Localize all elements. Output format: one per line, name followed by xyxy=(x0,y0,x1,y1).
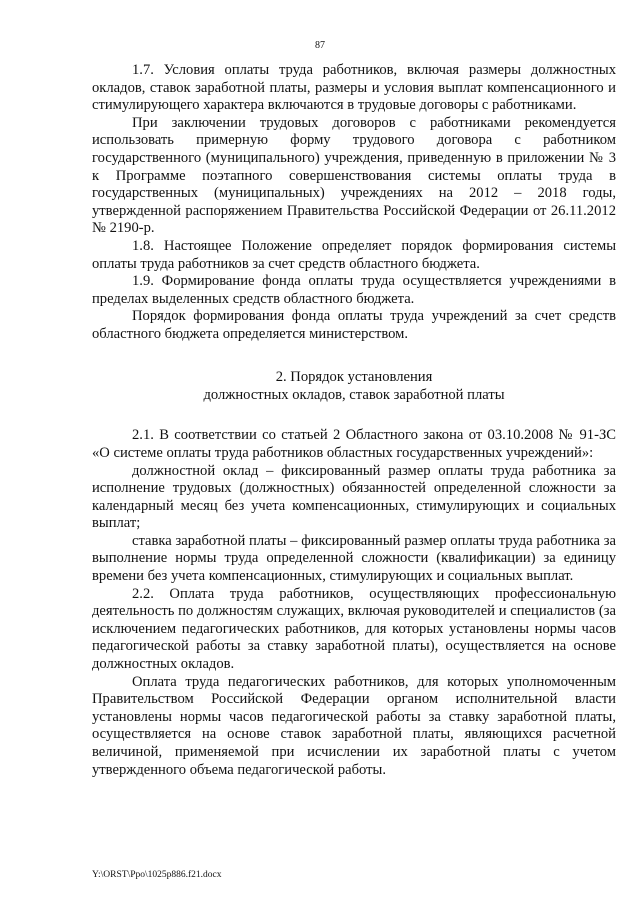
paragraph-fund-procedure: Порядок формирования фонда оплаты труда учреждений за счет средств областного бюджета определяется министерством. xyxy=(92,308,616,342)
paragraph-teachers-pay: Оплата труда педагогических работников, для которых уполномоченным Правительством Российской Федерации органом исполнительной власти установлены нормы часов педагогической работы за ставку заработной платы, осуществляется на основе ставок заработной платы, являющихся расчетной величиной, применяемой при исчислении их заработной платы с учетом утвержденного объема педагогической работы. xyxy=(92,673,616,778)
page-number: 87 xyxy=(315,40,325,51)
paragraph-salary-definition: должностной оклад – фиксированный размер оплаты труда работника за исполнение трудовых (должностных) обязанностей определенной сложности за календарный месяц без учета компенсационных, стимулирующих и социальных выплат; xyxy=(92,462,616,532)
paragraph-rate-definition: ставка заработной платы – фиксированный размер оплаты труда работника за выполнение нормы труда определенной сложности (квалификации) за единицу времени без учета компенсационных, стимулирующих и социальных выплат. xyxy=(92,532,616,585)
section-heading xyxy=(92,368,616,405)
section-heading-line-1: 2. Порядок установления xyxy=(275,368,433,385)
section-heading-line-2: должностных окладов, ставок заработной платы xyxy=(203,386,505,403)
paragraph-1-9: 1.9. Формирование фонда оплаты труда осуществляется учреждениями в пределах выделенных средств областного бюджета. xyxy=(92,273,616,307)
paragraph-contract-form: При заключении трудовых договоров с работниками рекомендуется использовать примерную форму трудового договора с работником государственного (муниципального) учреждения, приведенную в приложении № 3 к Программе поэтапного совершенствования системы оплаты труда в государственных (муниципальных) учреждениях на 2012 – 2018 годы, утвержденной распоряжением Правительства Российской Федерации от 26.11.2012 № 2190-р. xyxy=(92,114,616,237)
footer-file-path: Y:\ORST\Ppo\1025p886.f21.docx xyxy=(92,870,222,880)
paragraph-1-8: 1.8. Настоящее Положение определяет порядок формирования системы оплаты труда работников за счет средств областного бюджета. xyxy=(92,237,616,272)
document-body xyxy=(92,62,616,779)
paragraph-2-1: 2.1. В соответствии со статьей 2 Областного закона от 03.10.2008 № 91-ЗС «О системе оплаты труда работников областных государственных учреждений»: xyxy=(92,427,616,461)
paragraph-1-7: 1.7. Условия оплаты труда работников, включая размеры должностных окладов, ставок заработной платы, размеры и условия выплат компенсационного и стимулирующего характера включаются в трудовые договоры с работниками. xyxy=(92,62,616,114)
paragraph-2-2: 2.2. Оплата труда работников, осуществляющих профессиональную деятельность по должностям служащих, включая руководителей и специалистов (за исключением педагогических работников, для которых установлены нормы часов педагогической работы за ставку заработной платы), осуществляется на основе должностных окладов. xyxy=(92,585,616,673)
